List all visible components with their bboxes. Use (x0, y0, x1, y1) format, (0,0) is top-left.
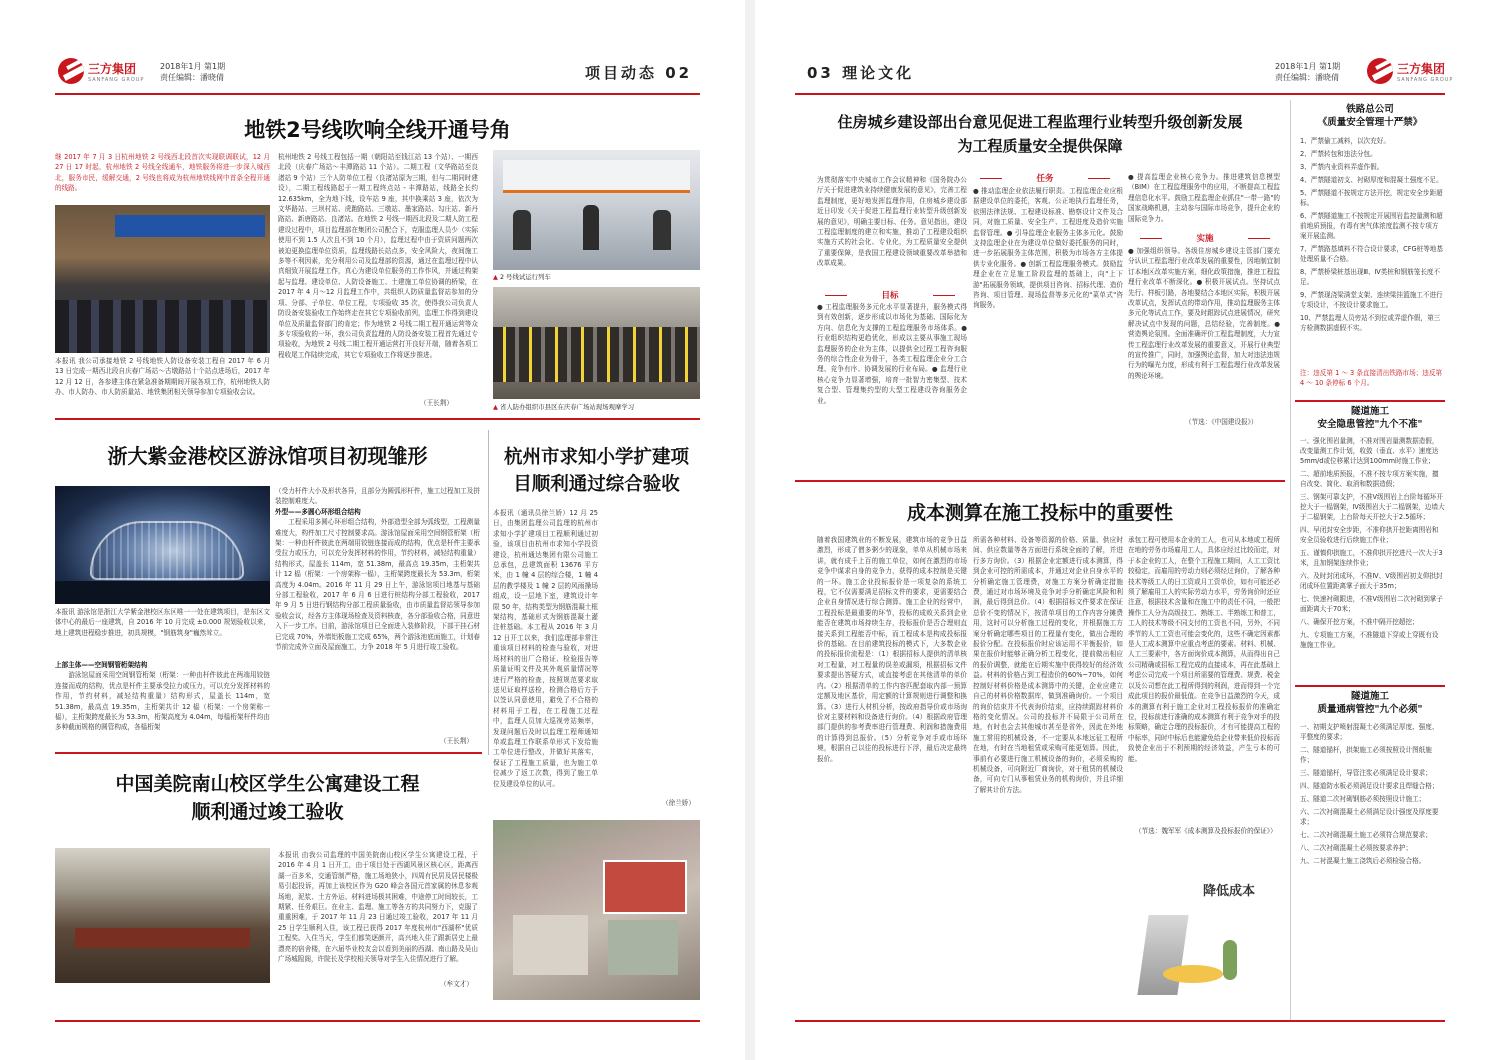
list-item: 九、二衬混凝土施工浇筑后必须检验合格。 (1300, 857, 1426, 865)
list-item: 一、初期支护喷射混凝土必须满足厚度、强度、平整度的要求； (1300, 723, 1439, 741)
list-item: 八、确保开挖方案，不准中隔开挖超挖； (1300, 618, 1419, 626)
list-item: 五、隧道二次衬砌钢筋必须按照设计施工； (1300, 795, 1426, 803)
list-item: 八、二次衬砌混凝土必须按要求养护； (1300, 844, 1413, 852)
article-body: ● 提高监理企业核心竞争力。推进建筑信息模型（BIM）在工程监理服务中的应用，不断提高工程监理信息化水平。鼓励工程监理企业抓住"一带一路"的国家战略机遇，主动参与国际市场竞争，提升企业的国际竞争力。 (1128, 173, 1280, 223)
section-heading: 任务 (1010, 172, 1080, 184)
photo-caption: ▲ 2 号线试运行列车 (493, 273, 551, 282)
subheading: 外型——多圆心环形组合结构 (275, 507, 361, 516)
sanfang-logo (58, 58, 144, 84)
left-page (0, 0, 745, 1060)
list-item: 六、二次衬砌混凝土必须满足设计强度及厚度要求； (1300, 808, 1439, 826)
photo-caption: ▲ 省人防办组织市县区在庆春广场站现场观摩学习 (493, 403, 634, 412)
section-title: 03 理论文化 (807, 64, 915, 82)
title-line: 隧道施工 (1350, 691, 1389, 702)
cartoon-person-icon (1223, 940, 1237, 980)
header-rule (55, 93, 700, 95)
article-title: 浙大紫金港校区游泳馆项目初现雏形 (107, 444, 428, 468)
sidebar-list (1300, 136, 1445, 366)
campus-aerial-photo (493, 820, 700, 1000)
cost-cartoon (1133, 845, 1281, 1005)
list-item: 五、谨慎仰拱施工，不准仰拱开挖进尺一次大于3米，且加钢架连续作业； (1300, 549, 1443, 567)
page-gutter (745, 0, 755, 1060)
section-rule (795, 480, 1285, 482)
left-header (0, 52, 745, 92)
title-line: 隧道施工 (1350, 406, 1389, 417)
right-page (755, 0, 1500, 1060)
article-source: （节选：《中国建设报》） (1185, 418, 1258, 426)
title-line: 住房城乡建设部出台意见促进工程监理行业转型升级创新发展 (837, 113, 1243, 131)
list-item: 4、严禁隧道初支、衬砌厚度和混凝土强度不足。 (1300, 176, 1443, 184)
article-body: 所需各种材料、设备等资源的价格、质量、供应时间、供应数量等各方面进行系统全面的了解，并进行多方询价。（3）根据企业定额进行成本测算，得到企业可控的所需成本，并通过对企业自身水平的分析确定施工管理费，对施工方案分析确定措施费，通过对市场环境及竞争对手分析确定风险和利润，最后得到总价。（4）根据招标文件要求在保证总价不变的情况下，按清单项目的工作内容分摊费用，这时可以分析施工过程的变化，并根据施工方案分析确定哪些项目的工程量有变化，做出合理的报价分配。在投标报价时应该运用不平衡报价，如果在报价时能够正确分析工程变化，提前做出相应的报价调整，就能在后期实施中获得较好的经济效益。材料的价格占到工程造价的60%~70%，如何控制好材料价格是成本测算中的关键，企业应建立自己的材料价格数据库，做到准确询价。一个项目的询价结束并不代表询价结束，应持续跟踪材料价格的变化情况。公司的投标并不局限于公司所在地，有时也会去其他城市甚至是省外，因此在外地施工常用的机械设备，不一定要从本地远征工程所在地，有时在当地租赁或采购可能更划算。因此，事前有必要进行施工机械设备的询价，必须采购的机械设备，可向附近厂商询价，对于租赁的机械设备，可向专门从事租赁业务的机构询价，并且详细了解其计价方法。 (973, 536, 1123, 794)
article-body: 本报讯（通讯员徐兰娇）12 月 25 日，由集团监理公司监理的杭州市求知小学扩建项目工程顺利通过初验，该项目由杭州市求知小学投资建设，杭州通达集团有限公司施工总承包，总建筑面积 13676 平方米，由 1 幢 4 层的综合楼，1 幢 4 层的教学楼及 1 幢 2 层的风雨操场组成，设一层地下室，建筑设计年限 50 年，结构类型为钢筋混凝土框架结构，基础形式为钢筋混凝土灌注桩基础。本工程从 2016 年 3 月 12 日开工以来，我们监理部非常注重该项目材料的检查与验收，对进场材料的出厂合格证、检验报告等质量证明文件及其外观质量情况等进行严格的检查，按照规范要求取送见证取样送检，检测合格后方予以签认同意使用，避免了不合格的材料用于工程，在工程施工过程中，监理人员加大巡视旁站频率，发现问题后及时以监理工程师通知单或监理工作联系单形式下发给施工单位进行整改，并做好其落实，保证了工程施工质量，也为施工单位减少了返工次数，得到了施工单位及建设单位的认可。 (493, 509, 598, 788)
article-body: 随着我国建筑业的不断发展，建筑市场的竞争日益激烈，形成了僧多粥少的现象，单单从机械市场来讲，就有成千上百的施工单位，如何在激烈的市场竞争中谋求自身的竞争力，获得的成本控制是关键的一环。施工企业投标报价是一项复杂的系统工程，它不仅需要满足招标文件的要求，更需要结合企业自身情况进行综合测算。施工企业的经营中，工程投标是最重要的环节，投标的成败关系到企业能否在建筑市场持续生存，投标报价是否合理则直接关系到工程能否中标，而工程成本是构成投标报价的基础。在目前建筑投标的模式下，大多数企业的投标报价流程是：（1）根据招标人提供的清单核对工程量，对工程量的误差或漏项，根据招标文件要求提出答疑方式，或直接考虑在其他清单的单价内。（2）根据清单的工作内容匹配套取内部一预算定额及地区基价，用定额的计算规则进行调整和换算。（3）进行人材机分析，按政府指导价或市场询价对主要材料和设备进行询价。（4）根据政府管理部门提供的参考费率进行管理费、利润和措施费用的计算得到总报价。（5）分析竞争对手或市场环境，根据自己以往的投标进行下浮，最后决定最终报价。 (817, 536, 967, 763)
paragraph: 工程采用多圆心环形组合结构，外部造型全部为弧线型，工程测量难度大，构件加工尺寸控制要求高。游泳馆屋面采用空间钢管桁架（桁架：一种由杆件彼此在两端用铰链连接而成的结构，优点是杆件主要承受拉力或压力，可以充分发挥材料的作用，节约材料，减轻结构重量）结构形式，屋盖长 114m，宽 51.38m，最高点 19.35m，主桁架共计 12 榀（桁架：一个房架称一榀），主桁架跨度最长为 53.3m，桁架高度为 4.04m。2016 年 11 月 29 日上午，游泳馆项目地基与基础分部工程验收，2017 年 6 月 6 日进行桩结构分部工程验收，2017 年 9 月 5 日进行钢结构分部工程质量验收，由市质量监督站领导参加验收会议，经各方主体现场检查及资料核查，各分部验收合格，同意进入下一步工序。目前，游泳馆项目已全面进入装修阶段，下部干挂石材已完成 70%，外墙铝板施工完成 65%，两个游泳池底面施工，计划春节前完成外立面及屋面施工，力争 2018 年 5 月进行竣工验收。 (275, 518, 480, 652)
sidebar-title (1295, 405, 1445, 431)
subheading: 上部主体——空间钢管桁架结构 (55, 661, 148, 669)
logo-en-text: SANFANG GROUP (88, 76, 145, 83)
title-line: 杭州市求知小学扩建项 (503, 447, 689, 468)
list-item: 三、钢架可靠支护，不准Ⅴ级围岩上台阶每循环开挖大于一榀钢架，Ⅳ级围岩大于二榀钢架，边墙大于二榀钢架，上台阶每天开挖大于2.5循环； (1300, 493, 1445, 521)
dorm-meeting-photo (55, 848, 270, 983)
issue-info (1275, 61, 1340, 83)
section-heading: 实施 (1170, 232, 1240, 244)
sanfang-logo-icon (1367, 58, 1393, 84)
natatorium-render (55, 486, 270, 604)
list-item: 6、严禁隧道施工不按规定开展围岩监控量测和超前地质预报，有毒有害气体浓度监测不按专项方案开展监测。 (1300, 212, 1443, 240)
editor-name: 责任编辑：潘晓倩 (160, 73, 224, 82)
article-body: 为贯彻落实中央城市工作会议精神和《国务院办公厅关于促进建筑业持续健康发展的意见》，完善工程监理制度，更好地发挥监理作用，住房城乡建设部近日印发《关于促进工程监理行业转型升级创新发展的意见》，明确主要目标、任务。意见指出，建设工程监理制度的建立和实施，推动了工程建设组织实施方式的社会化、专业化，为工程质量安全提供了重要保障，是我国工程建设领域重要改革举措和改革成果。 (817, 176, 967, 268)
sidebar-note: 注：违反第 1 ～ 3 条直接清出铁路市场；违反第 4 ～ 10 条停标 6 个月。 (1300, 369, 1443, 387)
inspection-photo (493, 287, 700, 399)
list-item: 三、隧道锚杆，导管注浆必须满足设计要求； (1300, 769, 1432, 777)
list-item: 二、隧道锚杆，拱架施工必须按照设计图纸施作； (1300, 746, 1432, 764)
section-rule (55, 418, 700, 420)
title-line: 顺利通过竣工验收 (191, 801, 344, 823)
title-line: 《质量安全管理十严禁》 (1317, 117, 1423, 128)
sidebar-title (1295, 103, 1445, 129)
article-body-cont (603, 508, 700, 568)
sanfang-logo-icon (58, 58, 84, 84)
footer-rule (795, 1020, 1445, 1022)
article-photo-text: 本报讯 我公司承接地铁 2 号线地铁人防设备安装工程自 2017 年 6 月 13 日完成一期西北段自庆春广场站～古墩路站十个站点进场后，2017 年 12 月 12 日，各参建主体在紧急准备期期间开展各项工作，杭州地铁人防办、市人防办、市人防质量站、地铁集团相关领导参加专项验收会议。 (55, 357, 270, 397)
list-item: 四、早闭封安全步距，不准仰拱开挖距离围岩和安全员验收进行后续施工作业； (1300, 526, 1439, 544)
article-title: 成本测算在施工投标中的重要性 (906, 502, 1173, 524)
article-author: （王长荆） (420, 399, 453, 407)
sidebar-list (1300, 722, 1445, 1012)
article-source: （节选：魏军军《成本测算及投标报价的保证》） (1135, 827, 1277, 835)
list-item: 8、严禁桥梁桩基出现Ⅲ、Ⅳ类桩和钢筋笼长度不足。 (1300, 268, 1441, 286)
article-author: （牟文才） (440, 980, 473, 988)
article-body: ● 加强组织领导。各级住房城乡建设主管部门要充分认识工程监理行业改革发展的重要性，因地制宜制订本地区改革实施方案，细化政策措施，推进工程监理行业改革不断深化。● 积极开展试点。坚持试点先行、样板引路，各地要结合本地区实际，积极开展改革试点，发挥试点的带动作用，推动监理服务主体多元化等试点工作，要及时跟踪试点进展情况，研究解决试点中发现的问题，总结经验，完善制度。● 营造舆论氛围。全面准确评价工程监理制度，大力宣传工程监理行业改革发展的重要意义，开展行业典型的宣传推广，同时，加强舆论监督，加大对违法违规行为的曝光力度，形成有利于工程监理行业改革发展的舆论环境。 (1128, 247, 1280, 380)
logo-text: 三方集团 (88, 61, 137, 76)
section-heading: 目标 (855, 289, 925, 301)
column-divider (1290, 100, 1291, 1020)
article-author: （王长荆） (440, 737, 473, 745)
section-rule (1295, 400, 1445, 402)
list-item: 九、专项施工方案，不准隧道下穿或上穿既有设施施工作业。 (1300, 631, 1439, 649)
sidebar-list (1300, 436, 1445, 681)
article-body (55, 660, 270, 745)
editor-name: 责任编辑：潘晓倩 (1275, 73, 1339, 82)
list-item: 七、二次衬砌混凝土施工必须符合规范要求； (1300, 831, 1432, 839)
meeting-photo (55, 205, 270, 353)
list-item: 四、隧道防水板必须满足设计要求且焊缝合格； (1300, 782, 1439, 790)
title-line: 质量通病管控"九个必须" (1317, 704, 1423, 715)
section-rule (1295, 685, 1445, 687)
list-item: 7、严禁路基填料不符合设计要求，CFG桩等地基处理质量不合格。 (1300, 245, 1443, 263)
article-body: ● 工程监理服务多元化水平显著提升，服务模式得到有效创新，逐步形成以市场化为基础、国际化为方向、信息化为支撑的工程监理服务市场体系。● 行业组织结构更趋优化，形成以主要从事施工现场监理服务的企业为主体，以提供全过程工程咨询服务的综合性企业为骨干，各类工程监理企业分工合理、竞争有序、协调发展的行业布局。● 监理行业核心竞争力显著增强，培育一批智力密集型、技术复合型、管理集约型的大型工程建设咨询服务企业。 (817, 303, 967, 405)
paragraph: （受力杆件大小及形状各异，且部分为圆弧形杆件，施工过程加工及拼装控制难度大。 (275, 487, 480, 506)
article-body (275, 486, 480, 741)
title-line: 目顺利通过综合验收 (513, 474, 680, 495)
article-title: 地铁2号线吹响全线开通号角 (244, 118, 511, 142)
article-title (795, 110, 1285, 158)
logo-text: 三方集团 (1397, 61, 1446, 76)
article-lead: 继 2017 年 7 月 3 日杭州地铁 2 号线西北段首次实现联调联试，12 月 27 日 17 时起，杭州地铁 2 号线全线通车，地铁服务将进一步深入城西北，服务市民，缓解交通，2 号线也将成为杭州地铁线网中首条全程开通的线路。 (55, 153, 270, 193)
article-body: 承包工程可使用本企业的工人，也可从本地或工程所在地的劳务市场雇用工人，具体应经过比较而定，对于本企业的工人，在整个工程施工期间，人工工资比较稳定，而雇用的劳动力则必须经过询价，了解各种技术等级工人的日工资或月工资单价，如有可能还必须了解雇用工人的实际劳动力水平，劳务询价时还应注意，根据技术含量和在施工中的责任不同，一般把操作工人分为高级技工、熟练工、半熟练工和普工，工人的技术等级不同支付的工资也不同，另外，不同季节的人工工资也可能会变化的，这些不确定因素都是人工成本测算中应重点考虑的要素。材料、机械、人工三要素中，各方面询价成本测算，从而得出自己公司精确或招标工程完成的直接成本，再在此基础上考虑公司完成一个项目所需要的管理费、规费、税金以及公司想在此工程所得到的利润，进而得到一个完成此项目的报价最低值。在竞争日益激烈的今天，成本的测算有利于施工企业对工程投标报价的准确定位，投标前进行准确的成本测算有利于竞争对手的投标策略，确定合理的投标报价，才有可能提高工程的中标率，同时中标后也能避免给企业带来低价投标而致使企业出于不利预期的经济效益，产生亏本的可能。 (1128, 536, 1280, 763)
logo-en-text: SANFANG GROUP (1397, 76, 1454, 83)
article-title (493, 444, 700, 498)
list-item: 5、严禁隧道不按规定方法开挖，规定安全步距超标。 (1300, 189, 1443, 207)
list-item: 一、强化围岩量测，不准对围岩量测数据造假，改变量测工作计划，收敛（垂直、水平）速度达5mm/d或位移累计达到100mm时施工作业； (1300, 437, 1439, 465)
title-line: 铁路总公司 (1346, 104, 1394, 115)
column-divider (488, 430, 489, 755)
train-photo (493, 150, 700, 270)
list-item: 六、及时封闭成环，不准Ⅳ、Ⅴ级围岩初支仰拱封闭成环位置距离掌子面大于35m； (1300, 572, 1443, 590)
list-item: 七、快速衬砌跟进，不准Ⅴ级围岩二次衬砌到掌子面距离大于70米； (1300, 595, 1443, 613)
sanfang-logo (1367, 58, 1453, 84)
article-author: （徐兰娇） (662, 799, 695, 807)
article-body: 本报讯 由我公司监理的中国美院南山校区学生公寓建设工程，于 2016 年 4 月 1 日开工，由于项目处于西湖风景区核心区，距离西湖一百多米，交通管制严格，施工场地狭小，四周有民居及居民楼极易引起投诉，再加上该校区作为 G20 峰会各国元首家属的休息参观场地，泥浆、土方外运、材料进场极其困难，中途停工时间较长，工期紧、任务艰巨。在业主、监理、施工等各方的共同努力下，克服了重重困难，于 2017 年 11 月 23 日通过竣工验收，2017 年 11 月 25 日学生顺利入住，该工程已获得 2017 年度杭州市"西湖杯"优质工程奖。入住当天，学生们都笑逐颜开，高兴地入住了跟新居史上最漂亮的宿舍楼，在六届毕业校友会以看到美丽的西湖、南山路及吴山广场城隍阁，许院长及学校相关领导对学生入住情况进行了解。 (278, 851, 478, 964)
article-body: 杭州地铁 2 号线工程包括一期（朝阳站至钱江站 13 个站）、一期西北段（庆春广场站～丰潭路站 11 个站）。二期工程（文华路站至良渚站 9 个站）三个人防单位工程（良渚站原为三期，但与二期同时建设），二期工程线路起于一期工程终点站 - 丰潭路站，线路全长约 12.635km，全为地下线，设车站 9 座，其中换乘站 3 座，依次为文华路站、三坝村站、虎跑路站、三墩站、墨家路站、勾庄站、新丹路站、新唐路站、良渚站。在地铁 2 号线一期西北段及二期人防工程建设过程中，项目监理部在集团公司配合下，克服监理人员少（实际使用不到 1.5 人次且不到 10 个月），监理过程中由于资质问题两次被迫更换监理单位资质，监理线路长站点多，安全风险大，夜间施工多等不利因素，充分利用公司及监理部的资源，通过在监理过程中认真细致开展监理工作，真心为建设单位服务的工作作风，并通过构架起与监理、建设单位、人防设备施工、土建施工单位协调的桥梁，在 2017 年 4 月～12 月监理工作中，共组织人防质量监督站参加的分项、分部、子单位、单位工程，专项验收 35 次，使得我公司负责人防设备安装验收工作始终走在其它专项验收前列，监理工作得到建设单位及质量监督部门的肯定；作为地铁 2 号线二期工程开通运营等众多专项验收的一环，我公司负责监理的人防设备安装工程首先通过专项验收，为地铁 2 号线二期工程开通运营打开良好开端，随着各项工程收尾工作陆续完成，其它专项验收工作将逐步推进。 (278, 153, 478, 359)
issue-info (160, 61, 225, 83)
list-item: 10、严禁监理人员旁站不到位或弄虚作假，第三方检测数据虚假不实。 (1300, 314, 1441, 332)
cartoon-arrow (1137, 915, 1188, 995)
issue-date: 2018年1月 第1期 (160, 62, 226, 71)
title-line: 为工程质量安全提供保障 (957, 137, 1123, 155)
article-lead: 本报讯 游泳馆是浙江大学紫金港校区东区唯一一处在建筑项目，是东区文体中心的最后一座建筑，自 2016 年 10 月完成 ±0.000 规划验收以来，地上建筑进程稳步推进，初具规模，"钢筋筑身"巍然耸立。 (55, 608, 270, 637)
list-item: 9、严禁现浇梁满堂支架、连续梁挂篮施工不进行专项设计，不按设计要求施工。 (1300, 291, 1443, 309)
title-line: 安全隐患管控"九个不准" (1317, 419, 1423, 430)
paragraph: 游泳馆屋面采用空间钢管桁架（桁架：一种由杆件彼此在两端用铰链连接而成的结构，优点是杆件主要承受拉力或压力，可以充分发挥材料的作用，节约材料，减轻结构重量）结构形式，屋盖长 114m，宽 51.38m，最高点 19.35m，主桁架共计 12 榀（桁架：一个房架称一榀），主桁架跨度最长为 53.3m，桁架高度为 4.04m，每榀桁架杆件均由多种截面规格的圆管构成，各榀桁架 (55, 671, 270, 732)
title-line: 中国美院南山校区学生公寓建设工程 (115, 773, 420, 795)
footer-rule (55, 1020, 700, 1022)
list-item: 1、严禁偷工减料，以次充好。 (1300, 137, 1390, 145)
article-body: ● 推动监理企业依法履行职责。工程监理企业应根据建设单位的委托，客观、公正地执行监理任务，依照法律法规、工程建设标准、勘察设计文件及合同，对施工质量、安全生产、工程进度及造价实施监督管理。● 引导监理企业服务主体多元化。鼓励支持监理企业在为建设单位做好委托服务的同时，进一步拓展服务主体范围，积极为市场各方主体提供专业化服务。● 创新工程监理服务模式。鼓励监理企业在立足施工阶段监理的基础上，向"上下游"拓展服务领域，提供项目咨询、招标代理、造价咨询、项目管理、现场监督等多元化的"菜单式"咨询服务。 (973, 187, 1123, 310)
section-rule (55, 752, 482, 754)
issue-date: 2018年1月 第1期 (1275, 62, 1341, 71)
cartoon-coins-icon (1163, 965, 1223, 983)
list-item: 3、严禁内业资料弄虚作假。 (1300, 163, 1384, 171)
list-item: 2、严禁转包和违法分包。 (1300, 150, 1377, 158)
right-header (755, 52, 1500, 92)
header-rule (795, 93, 1445, 95)
list-item: 二、超前地质预报，不准不按专项方案实施，擅自改变、简化、取消和数据造假； (1300, 470, 1439, 488)
cartoon-label: 降低成本 (1203, 884, 1256, 899)
sidebar-title (1295, 690, 1445, 716)
article-title (55, 770, 480, 826)
section-title: 项目动态 02 (585, 64, 693, 82)
